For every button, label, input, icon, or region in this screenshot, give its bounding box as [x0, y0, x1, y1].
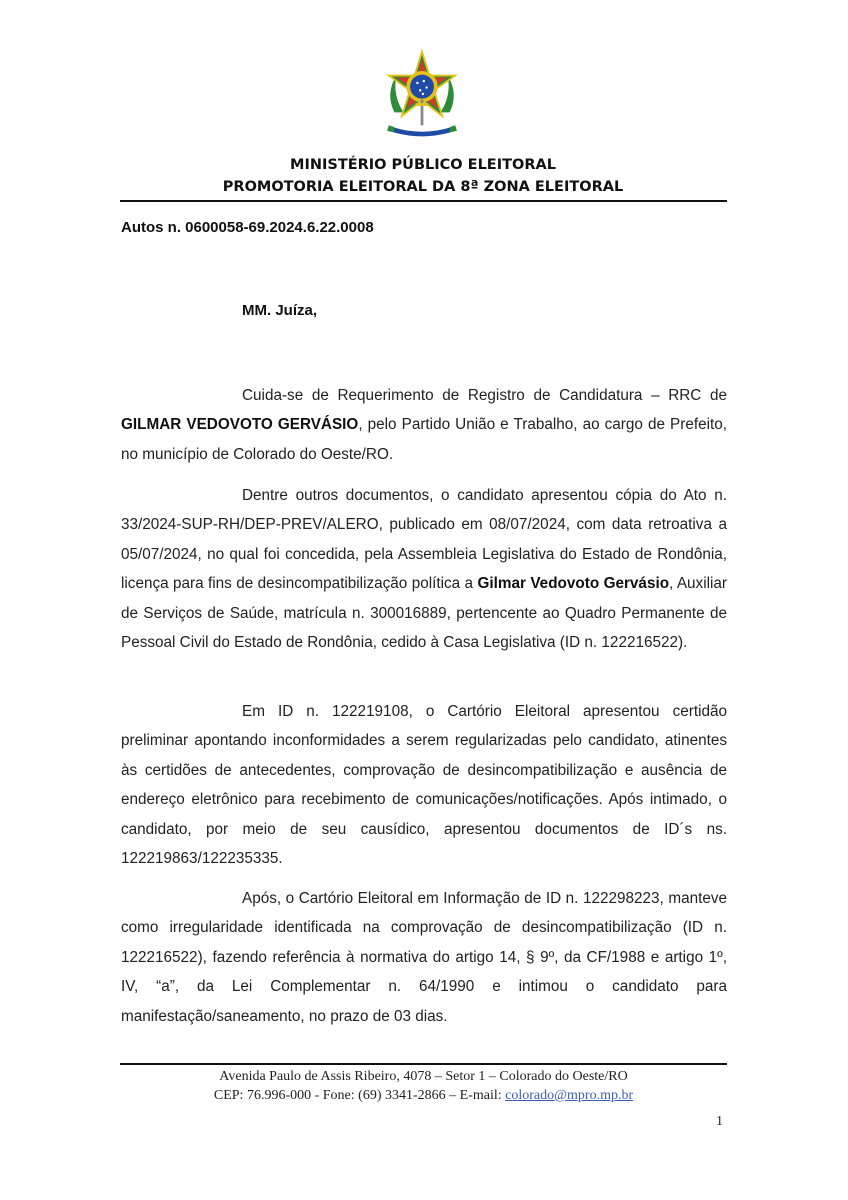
candidate-name: Gilmar Vedovoto Gervásio: [477, 575, 670, 593]
case-number: Autos n. 0600058-69.2024.6.22.0008: [121, 219, 374, 236]
paragraph-3: Em ID n. 122219108, o Cartório Eleitoral apresentou certidão preliminar apontando inconformidades a serem regularizadas pelo candidato, atinentes às certidões de antecedentes, comprovação de desincompatibilização e ausência de endereço eletrônico para recebimento de comunicações/notificações. Após intimado, o candidato, por meio de seu causídico, apresentou documentos de ID´s ns. 122219863/122235335.: [121, 703, 727, 868]
footer-contact: CEP: 76.996-000 - Fone: (69) 3341-2866 – E-mail: colorado@mpro.mp.br: [213, 1088, 634, 1103]
header-institution: MINISTÉRIO PÚBLICO ELEITORAL: [290, 157, 556, 173]
paragraph-4: Após, o Cartório Eleitoral em Informação de ID n. 122298223, manteve como irregularidade identificada na comprovação de desincompatibilização (ID n. 122216522), fazendo referência à normativa do artigo 14, § 9º, da CF/1988 e artigo 1º, IV, “a”, da Lei Complementar n. 64/1990 e intimou o candidato para manifestação/saneamento, no prazo de 03 dias.: [121, 890, 727, 1025]
header-divider: [120, 200, 727, 202]
paragraph-2: Dentre outros documentos, o candidato apresentou cópia do Ato n. 33/2024-SUP-RH/DEP-PREV/ALERO, publicado em 08/07/2024, com data retroativa a 05/07/2024, no qual foi concedida, pela Assembleia Legislativa do Estado de Rondônia, licença para fins de desincompatibilização política a Gilmar Vedovoto Gervásio, Auxiliar de Serviços de Saúde, matrícula n. 300016889, pertencente ao Quadro Permanente de Pessoal Civil do Estado de Rondônia, cedido à Casa Legislativa (ID n. 122216522).: [121, 487, 728, 652]
candidate-name-caps: GILMAR VEDOVOTO GERVÁSIO: [121, 416, 359, 434]
email-link[interactable]: colorado@mpro.mp.br: [505, 1088, 634, 1103]
page-number: 1: [716, 1114, 723, 1129]
salutation: MM. Juíza,: [242, 302, 318, 319]
brazil-coat-of-arms-icon: [376, 48, 468, 140]
footer-divider: [120, 1063, 727, 1065]
paragraph-1: Cuida-se de Requerimento de Registro de Candidatura – RRC de GILMAR VEDOVOTO GERVÁSIO, pelo Partido União e Trabalho, ao cargo de Prefeito, no município de Colorado do Oeste/RO.: [121, 387, 727, 463]
header-promotoria: PROMOTORIA ELEITORAL DA 8ª ZONA ELEITORAL: [222, 179, 624, 195]
document-footer: [120, 1067, 727, 1105]
footer-address: Avenida Paulo de Assis Ribeiro, 4078 – Setor 1 – Colorado do Oeste/RO: [219, 1069, 628, 1084]
document-header: [120, 154, 726, 198]
